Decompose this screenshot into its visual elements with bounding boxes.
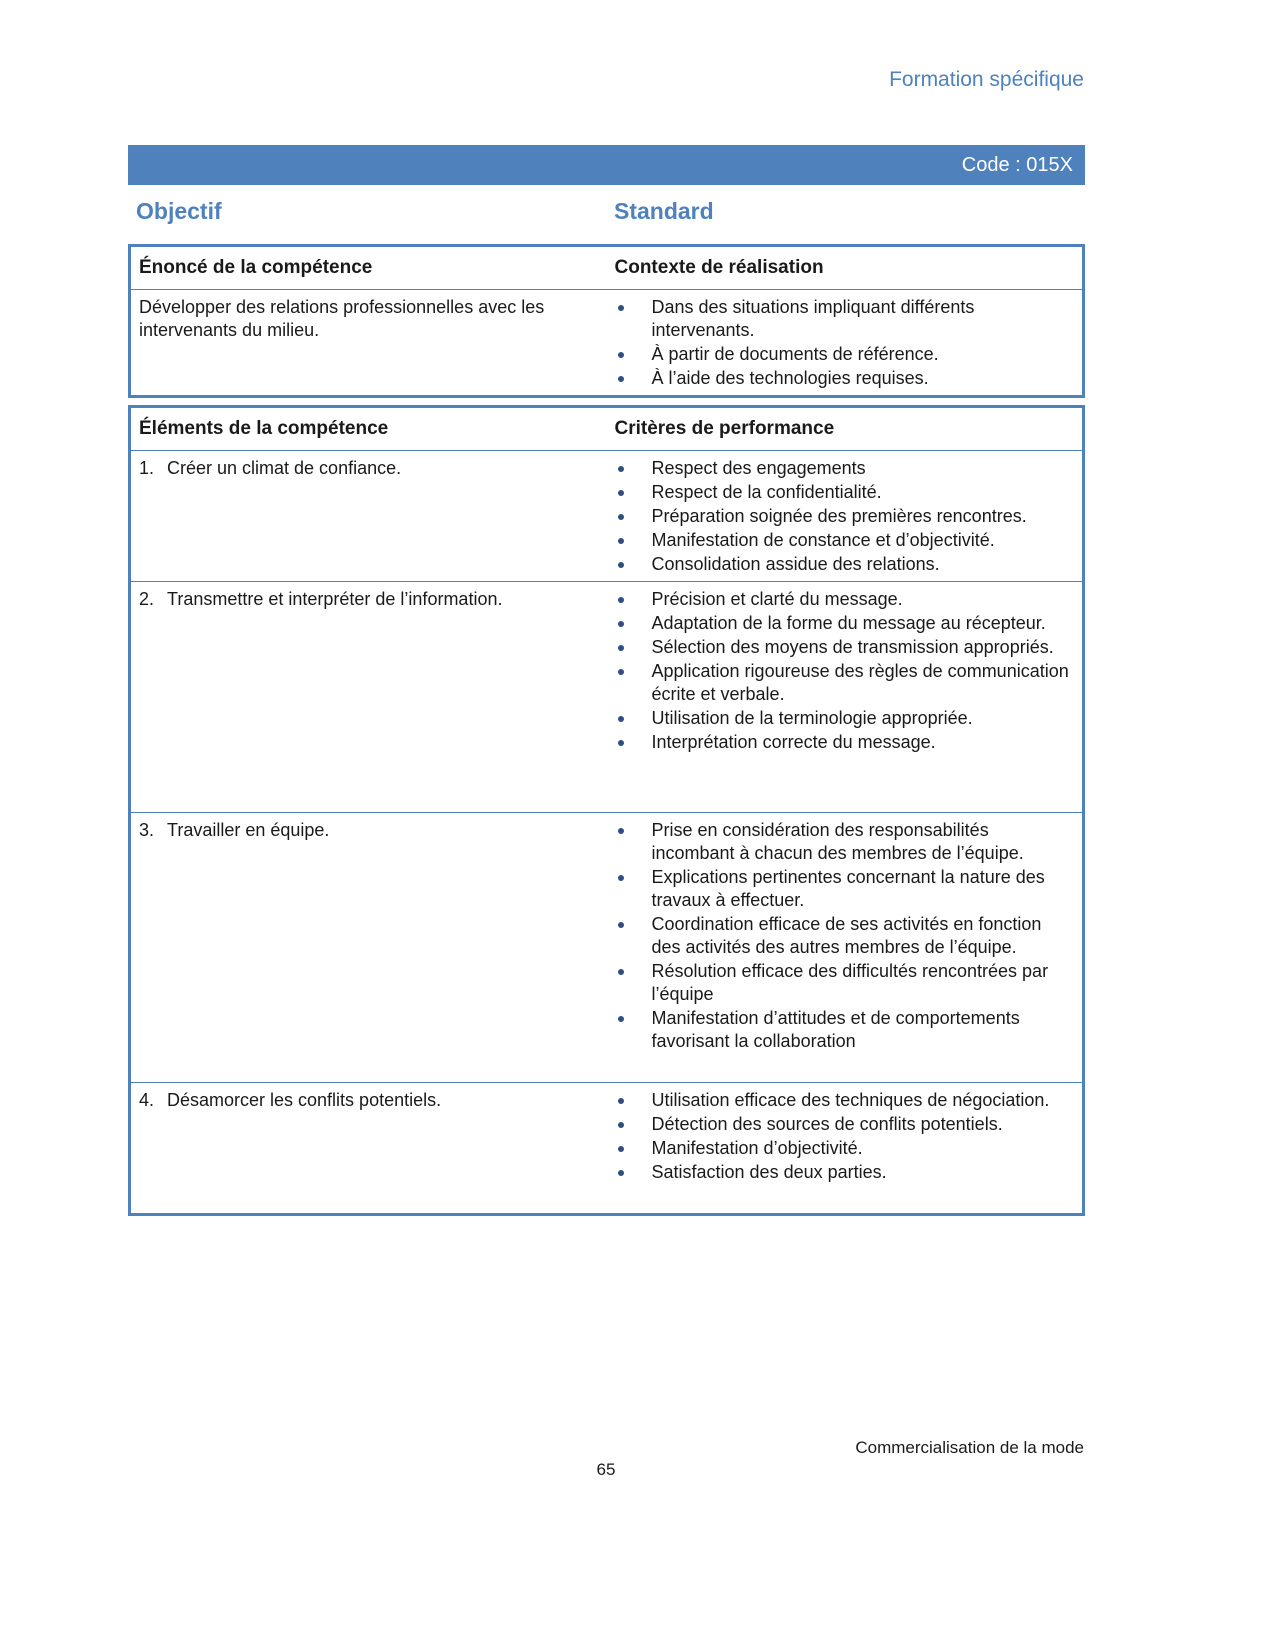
criterion-item: Sélection des moyens de transmission appropriés. xyxy=(615,636,1075,659)
element-text: Transmettre et interpréter de l’information. xyxy=(167,589,503,609)
element-text: Créer un climat de confiance. xyxy=(167,458,402,478)
criteria-header: Critères de performance xyxy=(607,407,1084,451)
criterion-item: Détection des sources de conflits potentiels. xyxy=(615,1113,1075,1136)
criterion-item: Manifestation de constance et d’objectivité. xyxy=(615,529,1075,552)
context-item: À partir de documents de référence. xyxy=(615,343,1075,366)
criterion-item: Interprétation correcte du message. xyxy=(615,731,1075,754)
table-row xyxy=(130,813,1084,1083)
criterion-item: Consolidation assidue des relations. xyxy=(615,553,1075,576)
element-text: Travailler en équipe. xyxy=(167,820,330,840)
page-number: 65 xyxy=(596,1460,616,1479)
table-row xyxy=(130,1083,1084,1215)
criterion-item: Préparation soignée des premières rencontres. xyxy=(615,505,1075,528)
criterion-item: Manifestation d’attitudes et de comportements favorisant la collaboration xyxy=(615,1007,1075,1053)
criteria-list xyxy=(615,588,1075,754)
criterion-item: Respect des engagements xyxy=(615,457,1075,480)
criterion-item: Application rigoureuse des règles de communication écrite et verbale. xyxy=(615,660,1075,706)
statement-text: Développer des relations professionnelles avec les intervenants du milieu. xyxy=(130,290,607,397)
element-number: 4. xyxy=(139,1090,155,1110)
context-item: À l’aide des technologies requises. xyxy=(615,367,1075,390)
criterion-item: Adaptation de la forme du message au récepteur. xyxy=(615,612,1075,635)
course-code: Code : 015X xyxy=(961,154,1073,176)
context-item: Dans des situations impliquant différents intervenants. xyxy=(615,296,1075,342)
criterion-item: Explications pertinentes concernant la nature des travaux à effectuer. xyxy=(615,866,1075,912)
criterion-item: Utilisation de la terminologie appropriée. xyxy=(615,707,1075,730)
section-standard: Standard xyxy=(614,198,714,224)
criterion-item: Satisfaction des deux parties. xyxy=(615,1161,1075,1184)
context-list xyxy=(615,296,1075,390)
table-row xyxy=(130,451,1084,582)
footer-program: Commercialisation de la mode xyxy=(855,1438,1084,1457)
table-row xyxy=(130,582,1084,813)
criterion-item: Résolution efficace des difficultés rencontrées par l’équipe xyxy=(615,960,1075,1006)
criterion-item: Coordination efficace de ses activités en fonction des activités des autres membres de l’équipe. xyxy=(615,913,1075,959)
element-number: 3. xyxy=(139,820,155,840)
context-header: Contexte de réalisation xyxy=(607,246,1084,290)
criterion-item: Utilisation efficace des techniques de négociation. xyxy=(615,1089,1075,1112)
section-objectif: Objectif xyxy=(136,198,222,224)
elements-header: Éléments de la compétence xyxy=(130,407,607,451)
element-number: 1. xyxy=(139,458,155,478)
criterion-item: Précision et clarté du message. xyxy=(615,588,1075,611)
running-header: Formation spécifique xyxy=(889,68,1084,91)
element-text: Désamorcer les conflits potentiels. xyxy=(167,1090,442,1110)
criteria-list xyxy=(615,819,1075,1053)
code-band xyxy=(128,145,1085,185)
element-number: 2. xyxy=(139,589,155,609)
criterion-item: Respect de la confidentialité. xyxy=(615,481,1075,504)
criteria-list xyxy=(615,457,1075,576)
competence-table xyxy=(128,244,1085,398)
criteria-list xyxy=(615,1089,1075,1184)
statement-header: Énoncé de la compétence xyxy=(130,246,607,290)
elements-table xyxy=(128,405,1085,1216)
criterion-item: Prise en considération des responsabilités incombant à chacun des membres de l’équipe. xyxy=(615,819,1075,865)
criterion-item: Manifestation d’objectivité. xyxy=(615,1137,1075,1160)
